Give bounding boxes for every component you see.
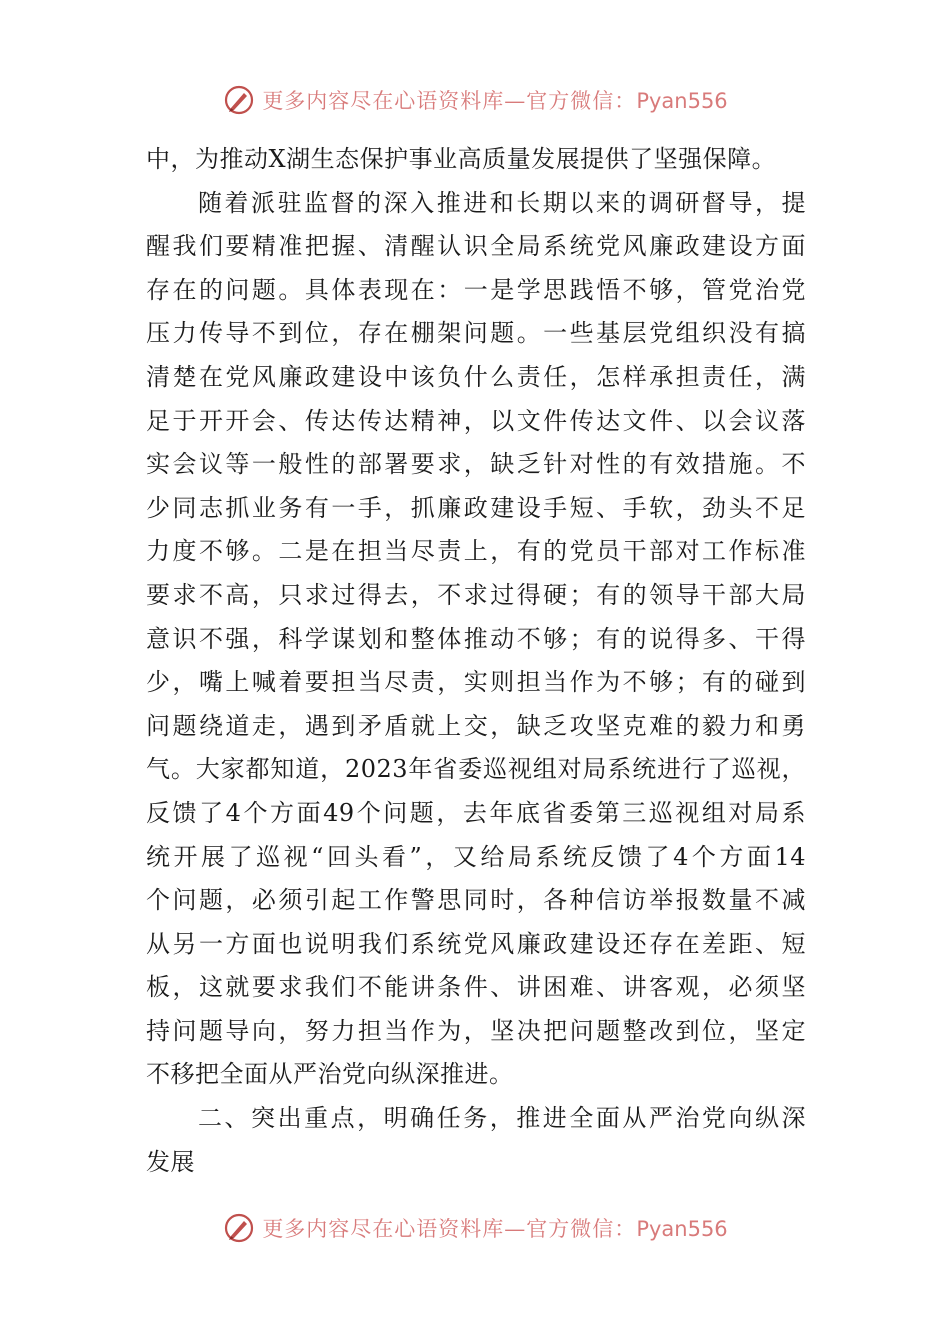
para-intro-end <box>146 138 806 182</box>
text-line: 个问题，必须引起工作警思同时，各种信访举报数量不减 <box>146 886 806 915</box>
text-line: 醒我们要精准把握、清醒认识全局系统党风廉政建设方面 <box>146 232 806 261</box>
pen-logo-icon <box>222 1211 256 1245</box>
text-line: 力度不够。二是在担当尽责上，有的党员干部对工作标准 <box>146 537 806 566</box>
text-line: 存在的问题。具体表现在：一是学思践悟不够，管党治党 <box>146 275 806 304</box>
heading-line: 二、突出重点，明确任务，推进全面从严治党向纵深 <box>198 1104 806 1133</box>
document-body <box>146 138 806 1184</box>
text-line: 足于开开会、传达传达精神，以文件传达文件、以会议落 <box>146 406 806 435</box>
text-line: 少同志抓业务有一手，抓廉政建设手短、手软，劲头不足 <box>146 493 806 522</box>
text-line: 问题绕道走，遇到矛盾就上交，缺乏攻坚克难的毅力和勇 <box>146 711 806 740</box>
text-line: 中，为推动X湖生态保护事业高质量发展提供了坚强保障。 <box>146 145 777 173</box>
text-line: 随着派驻监督的深入推进和长期以来的调研督导，提 <box>198 188 806 217</box>
para-problems <box>146 182 806 1097</box>
text-line: 实会议等一般性的部署要求，缺乏针对性的有效措施。不 <box>146 450 806 479</box>
text-line: 意识不强，科学谋划和整体推动不够；有的说得多、干得 <box>146 624 806 653</box>
watermark-text: 更多内容尽在心语资料库—官方微信：Pyan556 <box>262 89 728 113</box>
section-heading-two <box>146 1097 806 1184</box>
text-line: 持问题导向，努力担当作为，坚决把问题整改到位，坚定 <box>146 1016 806 1045</box>
text-line: 不移把全面从严治党向纵深推进。 <box>146 1060 514 1089</box>
watermark-text: 更多内容尽在心语资料库—官方微信：Pyan556 <box>262 1217 728 1241</box>
watermark-header <box>0 80 950 120</box>
text-line: 少，嘴上喊着要担当尽责，实则担当作为不够；有的碰到 <box>146 668 806 697</box>
text-line: 压力传导不到位，存在棚架问题。一些基层党组织没有搞 <box>146 319 806 348</box>
text-line: 板，这就要求我们不能讲条件、讲困难、讲客观，必须坚 <box>146 973 806 1002</box>
text-line: 统开展了巡视“回头看”，又给局系统反馈了4个方面14 <box>146 842 806 871</box>
text-line: 要求不高，只求过得去，不求过得硬；有的领导干部大局 <box>146 580 806 609</box>
text-line: 清楚在党风廉政建设中该负什么责任，怎样承担责任，满 <box>146 362 806 391</box>
text-line: 反馈了4个方面49个问题，去年底省委第三巡视组对局系 <box>146 798 806 827</box>
pen-logo-icon <box>222 83 256 117</box>
watermark-footer <box>0 1208 950 1248</box>
text-line: 气。大家都知道，2023年省委巡视组对局系统进行了巡视， <box>146 755 806 784</box>
heading-line: 发展 <box>146 1147 195 1176</box>
text-line: 从另一方面也说明我们系统党风廉政建设还存在差距、短 <box>146 929 806 958</box>
